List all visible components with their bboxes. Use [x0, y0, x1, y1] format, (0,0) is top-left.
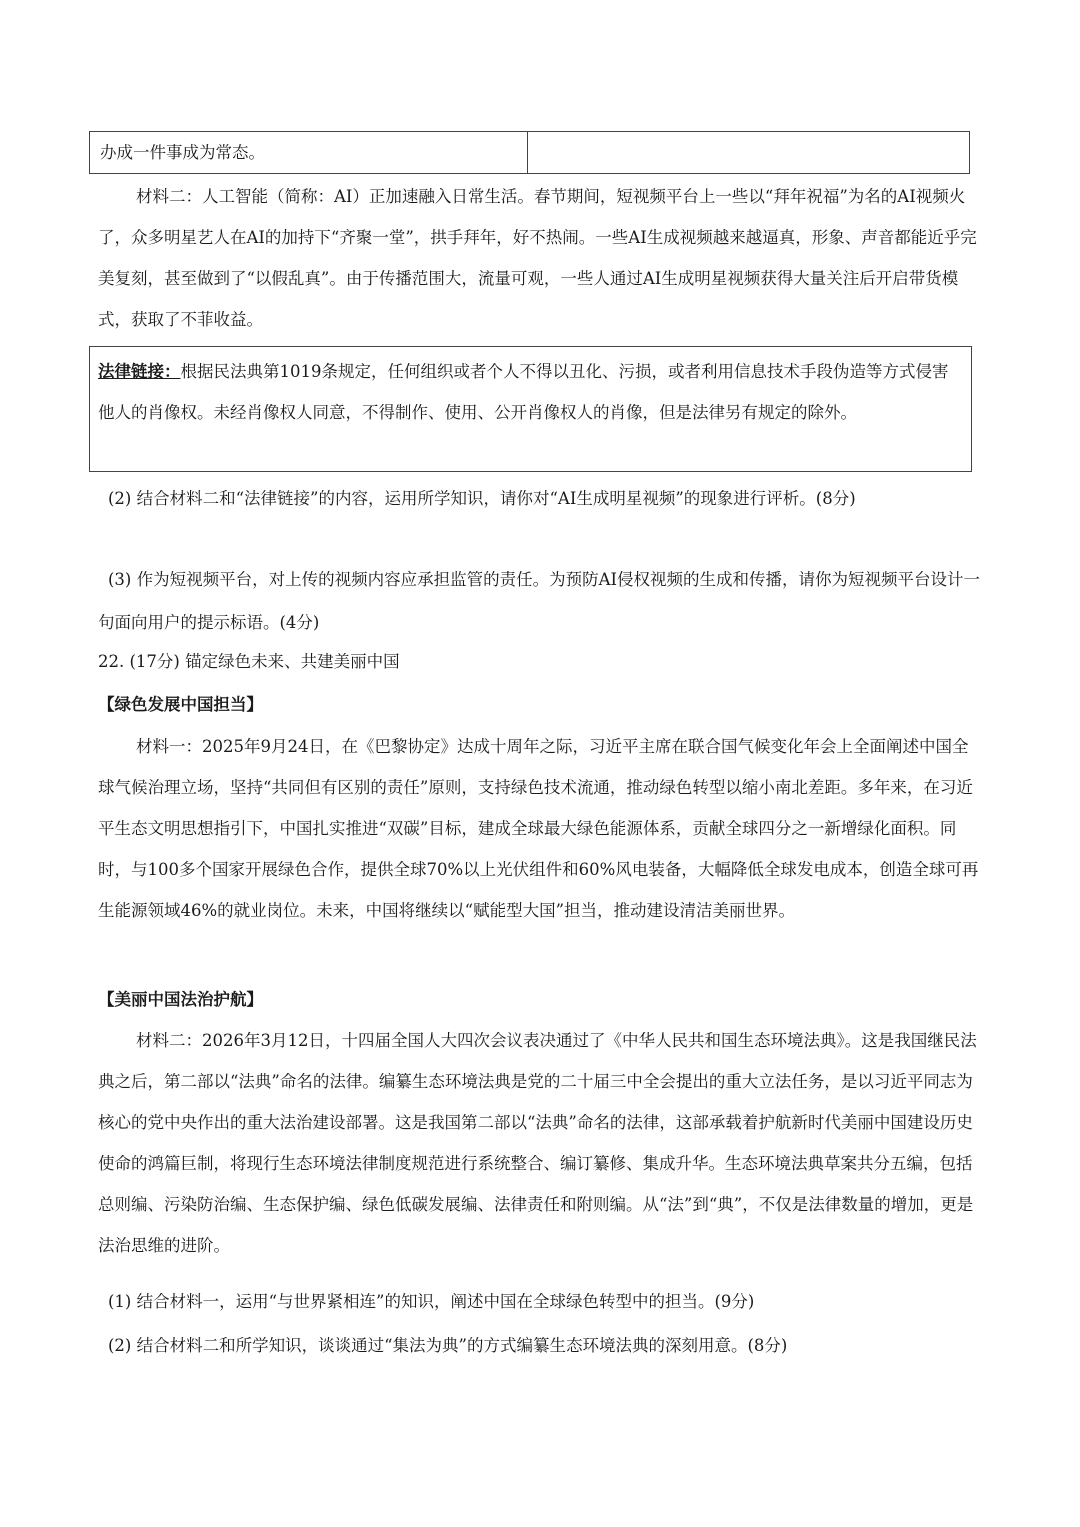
table-cell-right	[528, 132, 969, 173]
q21-question-3-text: (3) 作为短视频平台，对上传的视频内容应承担监管的责任。为预防AI侵权视频的生成和传播，请你为短视频平台设计一句面向用户的提示标语。(4分)	[98, 570, 981, 632]
q22-title: 22. (17分) 锚定绿色未来、共建美丽中国	[98, 652, 400, 671]
law-link-text: 根据民法典第1019条规定，任何组织或者个人不得以丑化、污损，或者利用信息技术手段伪造等方式侵害他人的肖像权。未经肖像权人同意，不得制作、使用、公开肖像权人的肖像，但是法律另有规定的除外。	[98, 362, 949, 422]
q22-question-1	[98, 1280, 983, 1323]
q22-material-1: 材料一：2025年9月24日，在《巴黎协定》达成十周年之际，习近平主席在联合国气候变化年会上全面阐述中国全球气候治理立场，坚持“共同但有区别的责任”原则，支持绿色技术流通，推动绿色转型以缩小南北差距。多年来，在习近平生态文明思想指引下，中国扎实推进“双碳”目标，建成全球最大绿色能源体系，贡献全球四分之一新增绿化面积。同时，与100多个国家开展绿色合作，提供全球70%以上光伏组件和60%风电装备，大幅降低全球发电成本，创造全球可再生能源领域46%的就业岗位。未来，中国将继续以“赋能型大国”担当，推动建设清洁美丽世界。	[98, 737, 979, 920]
q22-section-2-heading: 【美丽中国法治护航】	[98, 990, 263, 1009]
q21-question-2-text: (2) 结合材料二和“法律链接”的内容，运用所学知识，请你对“AI生成明星视频”的现象进行评析。(8分)	[108, 489, 856, 508]
q22-question-2-text: (2) 结合材料二和所学知识，谈谈通过“集法为典”的方式编纂生态环境法典的深刻用意。(8分)	[108, 1336, 788, 1355]
answer-table-row	[89, 131, 970, 174]
q22-material-2: 材料二：2026年3月12日，十四届全国人大四次会议表决通过了《中华人民共和国生态环境法典》。这是我国继民法典之后，第二部以“法典”命名的法律。编纂生态环境法典是党的二十届三中全会提出的重大立法任务，是以习近平同志为核心的党中央作出的重大法治建设部署。这是我国第二部以“法典”命名的法律，这部承载着护航新时代美丽中国建设历史使命的鸿篇巨制，将现行生态环境法律制度规范进行系统整合、编订纂修、集成升华。生态环境法典草案共分五编，包括总则编、污染防治编、生态保护编、绿色低碳发展编、法律责任和附则编。从“法”到“典”，不仅是法律数量的增加，更是法治思维的进阶。	[98, 1031, 977, 1255]
q21-material-2: 材料二：人工智能（简称：AI）正加速融入日常生活。春节期间，短视频平台上一些以“拜年祝福”为名的AI视频火了，众多明星艺人在AI的加持下“齐聚一堂”，拱手拜年，好不热闹。一些AI生成视频越来越逼真，形象、声音都能近乎完美复刻，甚至做到了“以假乱真”。由于传播范围大，流量可观，一些人通过AI生成明星视频获得大量关注后开启带货模式，获取了不菲收益。	[98, 187, 977, 329]
table-cell-left: 办成一件事成为常态。	[90, 132, 528, 173]
q22-question-1-text: (1) 结合材料一，运用“与世界紧相连”的知识，阐述中国在全球绿色转型中的担当。(9分)	[108, 1292, 755, 1311]
law-link-box	[89, 346, 972, 472]
q22-question-2	[98, 1324, 983, 1367]
law-link-label: 法律链接：	[98, 362, 181, 381]
q22-section-1-heading: 【绿色发展中国担当】	[98, 695, 263, 714]
q21-question-3	[98, 558, 983, 644]
q21-question-2	[98, 477, 983, 520]
